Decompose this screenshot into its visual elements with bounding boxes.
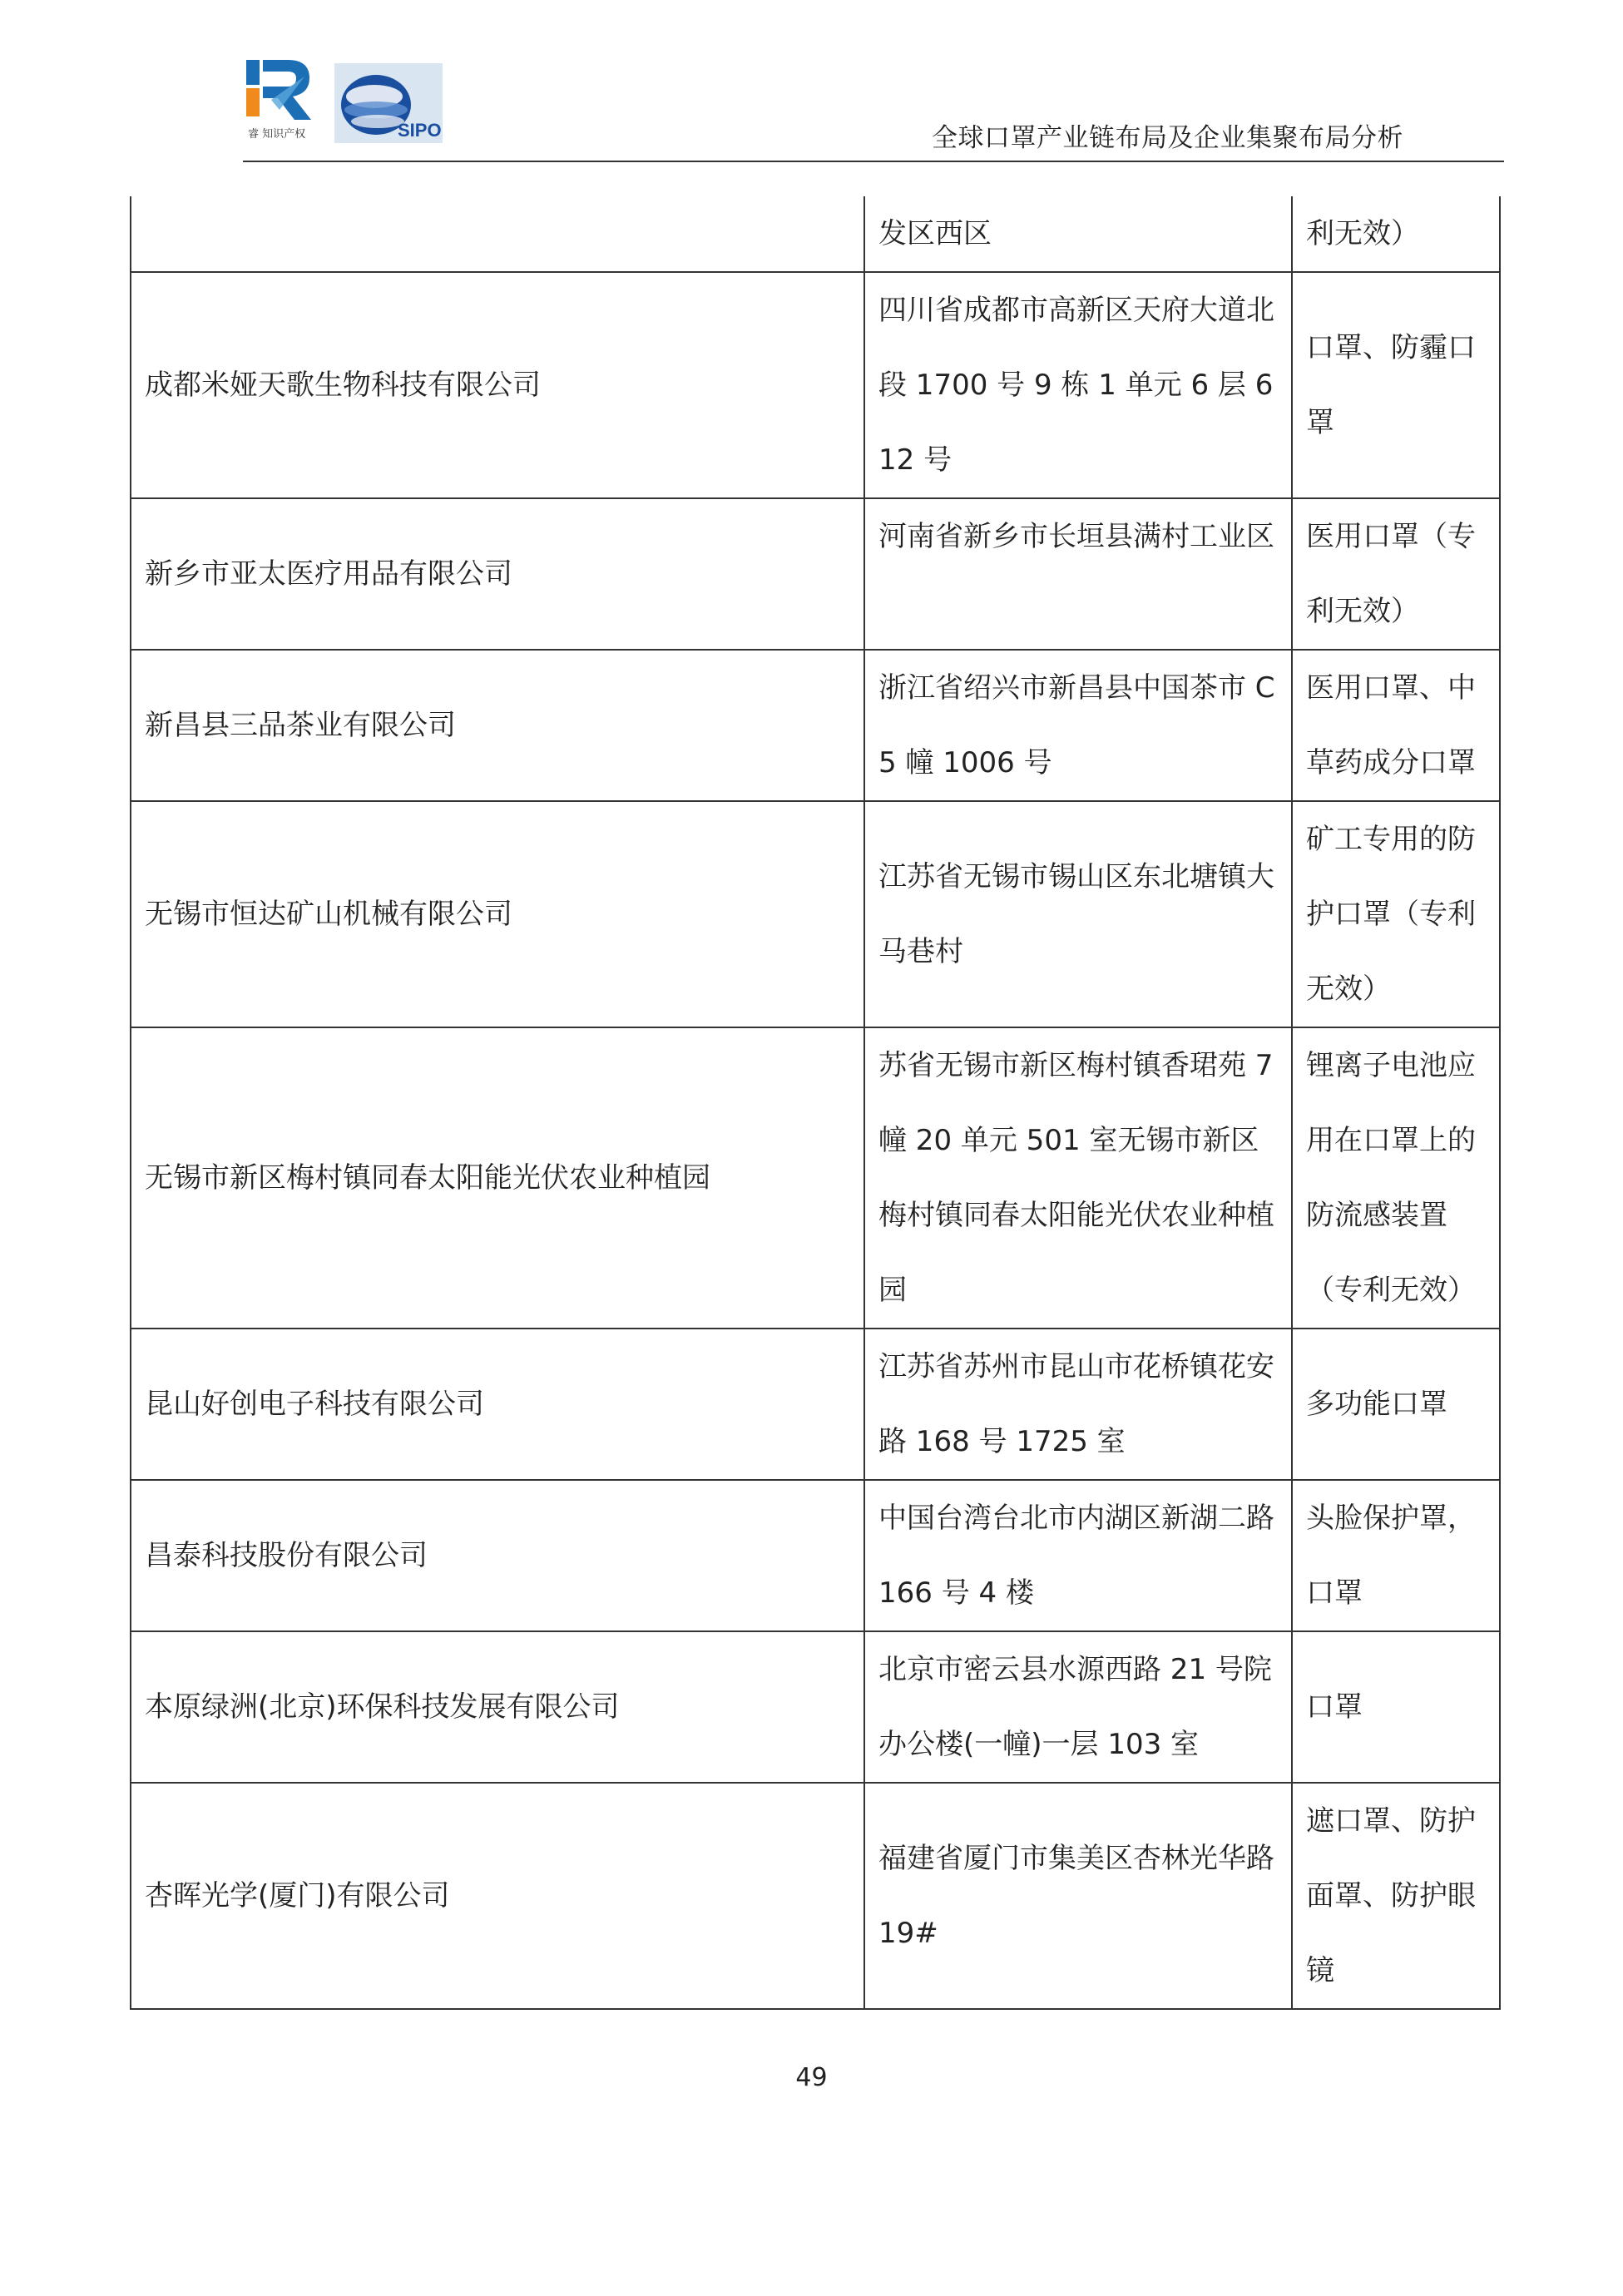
- address-cell: 中国台湾台北市内湖区新湖二路 166 号 4 楼: [864, 1480, 1292, 1631]
- table-row: [131, 650, 1500, 801]
- product-cell: 利无效）: [1292, 196, 1500, 272]
- company-cell: [131, 196, 864, 272]
- product-cell: 医用口罩（专利无效）: [1292, 498, 1500, 650]
- address-cell: 北京市密云县水源西路 21 号院办公楼(一幢)一层 103 室: [864, 1631, 1292, 1783]
- table-row: [131, 1027, 1500, 1329]
- company-cell: 无锡市恒达矿山机械有限公司: [131, 801, 864, 1027]
- page-number: 49: [795, 2063, 828, 2092]
- product-cell: 头脸保护罩，口罩: [1292, 1480, 1500, 1631]
- table-row: [131, 498, 1500, 650]
- table-row: [131, 1329, 1500, 1480]
- company-cell: 新乡市亚太医疗用品有限公司: [131, 498, 864, 650]
- address-cell: 苏省无锡市新区梅村镇香珺苑 7 幢 20 单元 501 室无锡市新区梅村镇同春太阳能光伏农业种植园: [864, 1027, 1292, 1329]
- company-cell: 昆山好创电子科技有限公司: [131, 1329, 864, 1480]
- company-cell: 新昌县三品茶业有限公司: [131, 650, 864, 801]
- address-cell: 四川省成都市高新区天府大道北段 1700 号 9 栋 1 单元 6 层 612 号: [864, 272, 1292, 498]
- product-cell: 矿工专用的防护口罩（专利无效）: [1292, 801, 1500, 1027]
- table-row: [131, 1631, 1500, 1783]
- company-cell: 杏晖光学(厦门)有限公司: [131, 1783, 864, 2009]
- address-cell: 发区西区: [864, 196, 1292, 272]
- product-cell: 遮口罩、防护面罩、防护眼镜: [1292, 1783, 1500, 2009]
- product-cell: 口罩: [1292, 1631, 1500, 1783]
- product-cell: 口罩、防霾口罩: [1292, 272, 1500, 498]
- table-row: [131, 272, 1500, 498]
- address-cell: 河南省新乡市长垣县满村工业区: [864, 498, 1292, 650]
- product-cell: 锂离子电池应用在口罩上的防流感装置（专利无效）: [1292, 1027, 1500, 1329]
- sipo-logo: [334, 63, 443, 143]
- document-header-title: 全球口罩产业链布局及企业集聚布局分析: [932, 123, 1403, 153]
- address-cell: 江苏省苏州市昆山市花桥镇花安路 168 号 1725 室: [864, 1329, 1292, 1480]
- company-cell: 成都米娅天歌生物科技有限公司: [131, 272, 864, 498]
- product-cell: 多功能口罩: [1292, 1329, 1500, 1480]
- table-row: [131, 1480, 1500, 1631]
- sipo-logo-text: SIPO: [398, 120, 442, 141]
- company-cell: 昌泰科技股份有限公司: [131, 1480, 864, 1631]
- enterprise-table: [130, 196, 1501, 2010]
- table-row: [131, 1783, 1500, 2009]
- company-cell: 本原绿洲(北京)环保科技发展有限公司: [131, 1631, 864, 1783]
- address-cell: 浙江省绍兴市新昌县中国茶市 C5 幢 1006 号: [864, 650, 1292, 801]
- company-cell: 无锡市新区梅村镇同春太阳能光伏农业种植园: [131, 1027, 864, 1329]
- address-cell: 福建省厦门市集美区杏林光华路 19#: [864, 1783, 1292, 2009]
- product-cell: 医用口罩、中草药成分口罩: [1292, 650, 1500, 801]
- address-cell: 江苏省无锡市锡山区东北塘镇大马巷村: [864, 801, 1292, 1027]
- header-divider: [243, 161, 1504, 162]
- table-row: [131, 801, 1500, 1027]
- rui-ip-logo-caption: 睿 知识产权: [248, 128, 306, 141]
- table-row: [131, 196, 1500, 272]
